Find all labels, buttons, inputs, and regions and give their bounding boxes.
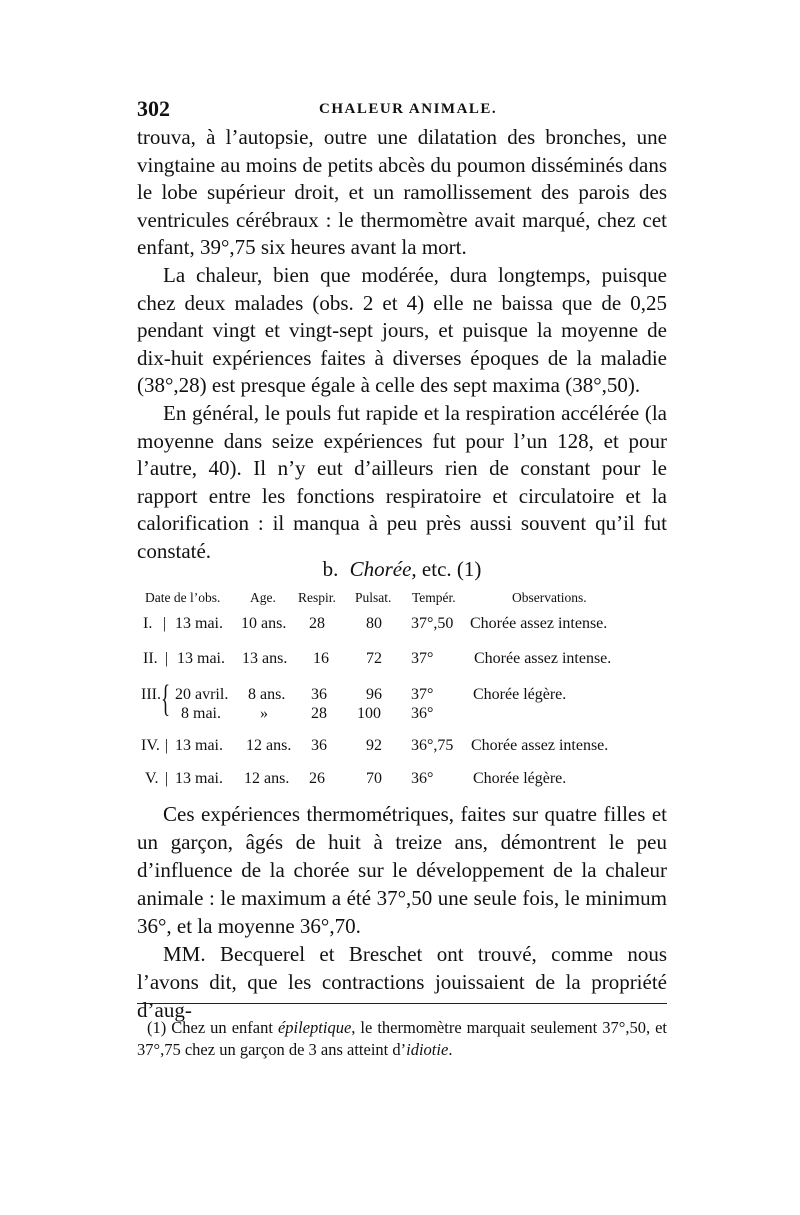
table-row [137, 705, 667, 731]
row-pulsat: 100 [357, 705, 381, 722]
footnote [137, 1017, 667, 1061]
running-head: CHALEUR ANIMALE. [319, 101, 498, 117]
row-temper: 36°,75 [411, 737, 454, 754]
footnote-part-c: , le thermomètre marquait seulement 37°,50, et 37°,75 chez un garçon de 3 ans atteint d’ [137, 1018, 668, 1059]
row-pulsat: 96 [366, 686, 382, 703]
section-letter: b. [322, 557, 339, 581]
section-title: Chorée, [349, 557, 417, 581]
row-pulsat: 80 [366, 615, 382, 632]
row-separator: | [165, 770, 169, 787]
row-number: IV. [141, 737, 160, 754]
row-observation: Chorée assez intense. [474, 650, 612, 667]
paragraph-1: trouva, à l’autopsie, outre une dilatation des bronches, une vingtaine au moins de petits abcès du poumon disséminés dans le lobe supérieur droit, et un ramollissement des parois des ventricules cérébraux : le thermomètre avait marqué, chez cet enfant, 39°,75 six heures avant la mort. [137, 125, 667, 260]
paragraph-5: MM. Becquerel et Breschet ont trouvé, comme nous l’avons dit, que les contractions jouissaient de la propriété d’aug- [137, 942, 667, 1022]
row-respir: 36 [311, 737, 327, 754]
row-temper: 37° [411, 650, 434, 667]
row-date: 8 mai. [181, 705, 221, 722]
section-heading [137, 555, 667, 583]
row-respir: 36 [311, 686, 327, 703]
row-observation: Chorée assez intense. [470, 615, 608, 632]
row-pulsat: 70 [366, 770, 382, 787]
row-observation: Chorée légère. [473, 770, 567, 787]
page-number: 302 [137, 96, 170, 121]
table-row [137, 737, 667, 763]
row-age: 12 ans. [246, 737, 292, 754]
row-temper: 37°,50 [411, 615, 454, 632]
section-suffix: etc. (1) [421, 557, 482, 581]
row-respir: 26 [309, 770, 325, 787]
row-date: 13 mai. [175, 770, 223, 787]
row-brace: { [161, 678, 171, 720]
row-number: V. [145, 770, 159, 787]
row-temper: 37° [411, 686, 434, 703]
body-text-continued [137, 800, 667, 1024]
row-date: 13 mai. [177, 650, 225, 667]
table-row [137, 770, 667, 796]
row-age: 10 ans. [241, 615, 287, 632]
table-row [137, 650, 667, 676]
row-pulsat: 72 [366, 650, 382, 667]
row-number: I. [143, 615, 153, 632]
table-row [137, 615, 667, 641]
page-header [137, 96, 657, 126]
row-pulsat: 92 [366, 737, 382, 754]
row-observation: Chorée assez intense. [471, 737, 609, 754]
row-age: 8 ans. [248, 686, 286, 703]
row-age: 13 ans. [242, 650, 288, 667]
footnote-part-a: (1) Chez un enfant [147, 1018, 273, 1037]
row-separator: | [165, 737, 169, 754]
row-date: 13 mai. [175, 737, 223, 754]
header-respir: Respir. [298, 590, 336, 605]
paragraph-4: Ces expériences thermométriques, faites sur quatre filles et un garçon, âgés de huit à treize ans, démontrent le peu d’influence de la chorée sur le développement de la chaleur animale : le maximum a été 37°,50 une seule fois, le minimum 36°, et la moyenne 36°,70. [137, 802, 667, 938]
footnote-italic-epileptique: épileptique [277, 1018, 352, 1037]
row-date: 13 mai. [175, 615, 223, 632]
header-observations: Observations. [512, 590, 587, 605]
paragraph-2: La chaleur, bien que modérée, dura longtemps, puisque chez deux malades (obs. 2 et 4) elle ne baissa que de 0,25 pendant vingt et vingt-sept jours, et puisque la moyenne de dix-huit expériences faites à diverses époques de la maladie (38°,28) est presque égale à celle des sept maxima (38°,50). [137, 262, 667, 398]
row-separator: | [163, 615, 167, 632]
row-respir: 28 [309, 615, 325, 632]
row-temper: 36° [411, 770, 434, 787]
body-text [137, 124, 667, 566]
footnote-italic-idiotie: idiotie [406, 1040, 449, 1059]
header-age: Age. [250, 590, 276, 605]
row-number: II. [143, 650, 158, 667]
header-pulsat: Pulsat. [355, 590, 392, 605]
row-observation: Chorée légère. [473, 686, 567, 703]
row-age: » [260, 705, 268, 722]
row-respir: 28 [311, 705, 327, 722]
row-respir: 16 [313, 650, 329, 667]
footnote-part-e: . [448, 1040, 453, 1059]
footnote-divider [137, 1003, 667, 1004]
row-age: 12 ans. [244, 770, 290, 787]
row-temper: 36° [411, 705, 434, 722]
footnote-text [137, 1017, 667, 1061]
header-temper: Tempér. [412, 590, 456, 605]
row-separator: | [165, 650, 169, 667]
row-number: III. [141, 686, 161, 703]
header-date: Date de l’obs. [145, 590, 221, 605]
row-date: 20 avril. [175, 686, 229, 703]
paragraph-3: En général, le pouls fut rapide et la respiration accélérée (la moyenne dans seize expériences fut pour l’un 128, et pour l’autre, 40). Il n’y eut d’ailleurs rien de constant pour le rapport entre les fonctions respiratoire et circulatoire et la calorification : il manqua à peu près aussi souvent qu’il fut constaté. [137, 400, 667, 563]
